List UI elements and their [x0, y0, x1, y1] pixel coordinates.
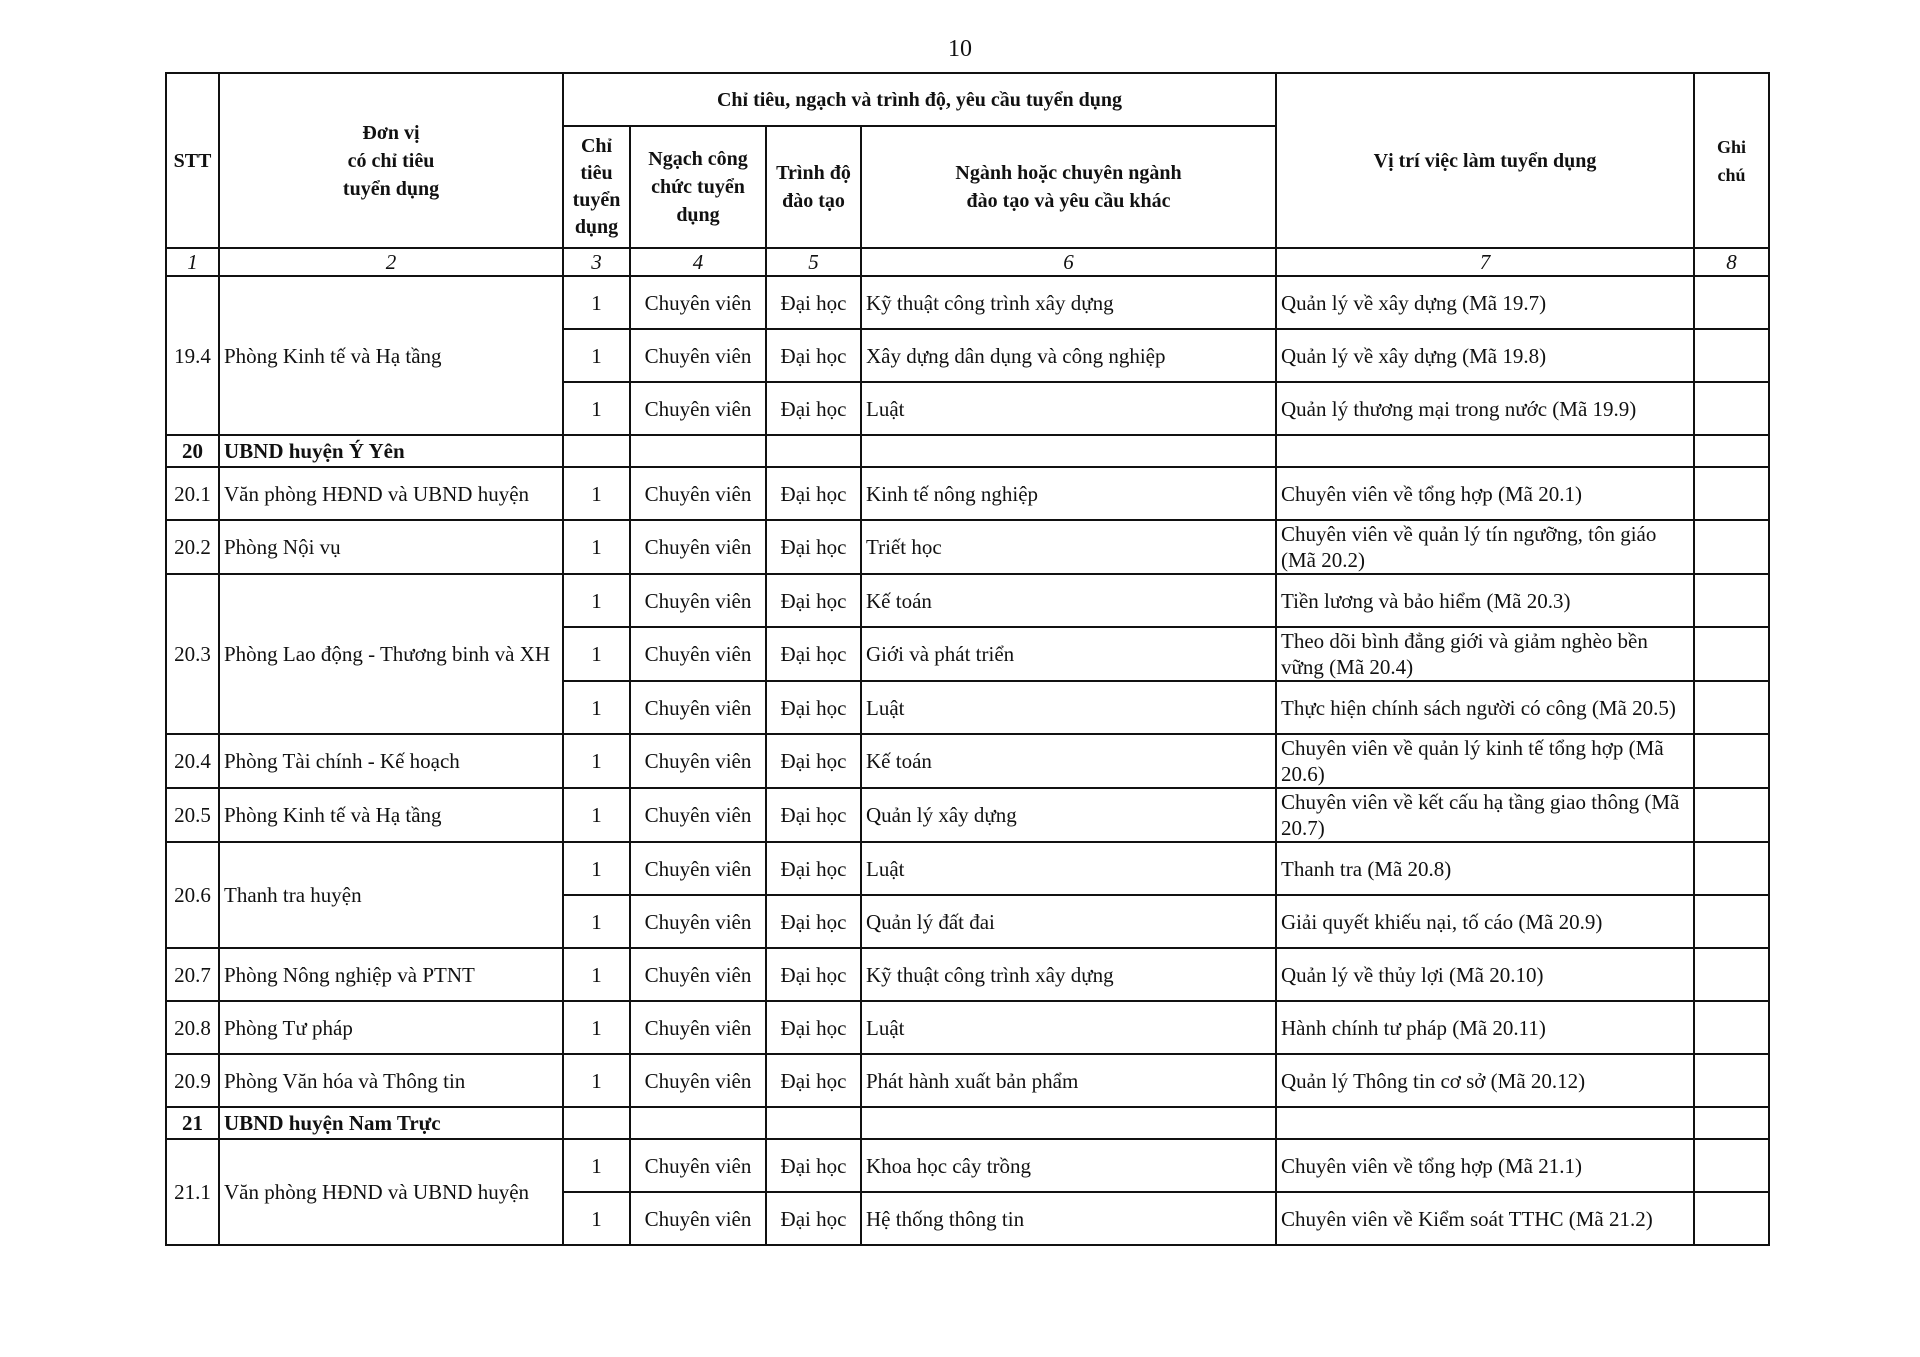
- row-rank: Chuyên viên: [630, 1054, 766, 1107]
- column-number: 6: [861, 248, 1276, 276]
- row-major: Kinh tế nông nghiệp: [861, 467, 1276, 520]
- row-level: Đại học: [766, 1139, 861, 1192]
- header-quota-line: Chỉ: [580, 135, 613, 157]
- row-major: Kỹ thuật công trình xây dựng: [861, 276, 1276, 329]
- row-major: Xây dựng dân dụng và công nghiệp: [861, 329, 1276, 382]
- row-position: Quản lý Thông tin cơ sở (Mã 20.12): [1276, 1054, 1694, 1107]
- column-number-row: [166, 248, 1769, 276]
- row-note: [1694, 382, 1769, 435]
- row-quota: 1: [563, 627, 630, 681]
- row-position: Theo dõi bình đẳng giới và giảm nghèo bền vững (Mã 20.4): [1276, 627, 1694, 681]
- row-position: Chuyên viên về quản lý tín ngưỡng, tôn giáo (Mã 20.2): [1276, 520, 1694, 574]
- table-row: [166, 1001, 1769, 1054]
- header-quota: [563, 126, 630, 248]
- row-major: Quản lý xây dựng: [861, 788, 1276, 842]
- row-note: [1694, 1054, 1769, 1107]
- header-note: [1694, 73, 1769, 248]
- header-rank: [630, 126, 766, 248]
- row-rank: Chuyên viên: [630, 734, 766, 788]
- row-rank: Chuyên viên: [630, 1192, 766, 1245]
- column-number: 1: [166, 248, 219, 276]
- row-level: Đại học: [766, 734, 861, 788]
- row-position: Tiền lương và bảo hiểm (Mã 20.3): [1276, 574, 1694, 627]
- row-quota: 1: [563, 1054, 630, 1107]
- header-position: Vị trí việc làm tuyển dụng: [1276, 73, 1694, 248]
- row-level: Đại học: [766, 627, 861, 681]
- row-unit: Phòng Văn hóa và Thông tin: [219, 1054, 563, 1107]
- row-position: Quản lý về xây dựng (Mã 19.8): [1276, 329, 1694, 382]
- row-position: Chuyên viên về tổng hợp (Mã 21.1): [1276, 1139, 1694, 1192]
- row-quota: 1: [563, 1139, 630, 1192]
- row-quota: 1: [563, 788, 630, 842]
- row-unit: Thanh tra huyện: [219, 842, 563, 948]
- row-rank: Chuyên viên: [630, 627, 766, 681]
- row-position: Thanh tra (Mã 20.8): [1276, 842, 1694, 895]
- header-group: Chỉ tiêu, ngạch và trình độ, yêu cầu tuyển dụng: [563, 73, 1276, 126]
- empty-cell: [766, 1107, 861, 1139]
- row-position: Hành chính tư pháp (Mã 20.11): [1276, 1001, 1694, 1054]
- row-level: Đại học: [766, 382, 861, 435]
- column-number: 5: [766, 248, 861, 276]
- row-note: [1694, 627, 1769, 681]
- row-level: Đại học: [766, 895, 861, 948]
- empty-cell: [861, 1107, 1276, 1139]
- row-note: [1694, 734, 1769, 788]
- row-rank: Chuyên viên: [630, 467, 766, 520]
- row-position: Giải quyết khiếu nại, tố cáo (Mã 20.9): [1276, 895, 1694, 948]
- row-unit: Văn phòng HĐND và UBND huyện: [219, 1139, 563, 1245]
- row-quota: 1: [563, 734, 630, 788]
- table-row: [166, 574, 1769, 627]
- row-unit: Phòng Lao động - Thương binh và XH: [219, 574, 563, 734]
- header-major-line: đào tạo và yêu cầu khác: [966, 190, 1171, 212]
- column-number: 2: [219, 248, 563, 276]
- table-header: [166, 73, 1769, 276]
- row-unit: Phòng Tư pháp: [219, 1001, 563, 1054]
- row-major: Luật: [861, 1001, 1276, 1054]
- row-note: [1694, 276, 1769, 329]
- column-number: 4: [630, 248, 766, 276]
- group-row: [166, 435, 1769, 467]
- row-position: Quản lý về thủy lợi (Mã 20.10): [1276, 948, 1694, 1001]
- row-quota: 1: [563, 276, 630, 329]
- empty-cell: [1694, 435, 1769, 467]
- row-level: Đại học: [766, 681, 861, 734]
- column-number: 3: [563, 248, 630, 276]
- row-major: Kế toán: [861, 734, 1276, 788]
- table-row: [166, 1139, 1769, 1192]
- row-major: Luật: [861, 681, 1276, 734]
- row-rank: Chuyên viên: [630, 842, 766, 895]
- header-level: [766, 126, 861, 248]
- table-row: [166, 1054, 1769, 1107]
- row-level: Đại học: [766, 1192, 861, 1245]
- row-level: Đại học: [766, 520, 861, 574]
- header-quota-line: tuyển: [572, 189, 621, 211]
- header-unit-line: có chỉ tiêu: [347, 149, 435, 172]
- header-unit: [219, 73, 563, 248]
- row-quota: 1: [563, 842, 630, 895]
- group-stt: 21: [166, 1107, 219, 1139]
- row-quota: 1: [563, 382, 630, 435]
- header-level-line: đào tạo: [782, 190, 845, 212]
- row-rank: Chuyên viên: [630, 895, 766, 948]
- row-unit: Phòng Nông nghiệp và PTNT: [219, 948, 563, 1001]
- row-level: Đại học: [766, 1054, 861, 1107]
- row-unit: Văn phòng HĐND và UBND huyện: [219, 467, 563, 520]
- row-note: [1694, 1192, 1769, 1245]
- header-rank-line: chức tuyển: [651, 176, 745, 198]
- group-stt: 20: [166, 435, 219, 467]
- row-rank: Chuyên viên: [630, 1001, 766, 1054]
- empty-cell: [1694, 1107, 1769, 1139]
- row-major: Phát hành xuất bản phẩm: [861, 1054, 1276, 1107]
- row-note: [1694, 329, 1769, 382]
- empty-cell: [630, 435, 766, 467]
- row-rank: Chuyên viên: [630, 329, 766, 382]
- row-stt: 20.7: [166, 948, 219, 1001]
- row-major: Khoa học cây trồng: [861, 1139, 1276, 1192]
- row-unit: Phòng Kinh tế và Hạ tầng: [219, 276, 563, 435]
- row-rank: Chuyên viên: [630, 520, 766, 574]
- empty-cell: [563, 1107, 630, 1139]
- row-level: Đại học: [766, 276, 861, 329]
- row-major: Kỹ thuật công trình xây dựng: [861, 948, 1276, 1001]
- header-note-line: chú: [1717, 164, 1746, 185]
- row-level: Đại học: [766, 329, 861, 382]
- row-unit: Phòng Kinh tế và Hạ tầng: [219, 788, 563, 842]
- row-major: Hệ thống thông tin: [861, 1192, 1276, 1245]
- row-rank: Chuyên viên: [630, 681, 766, 734]
- header-stt: STT: [166, 73, 219, 248]
- table-row: [166, 734, 1769, 788]
- row-stt: 20.4: [166, 734, 219, 788]
- recruitment-table: [165, 72, 1770, 1246]
- row-position: Chuyên viên về kết cấu hạ tầng giao thông (Mã 20.7): [1276, 788, 1694, 842]
- row-note: [1694, 1001, 1769, 1054]
- row-stt: 20.5: [166, 788, 219, 842]
- row-position: Thực hiện chính sách người có công (Mã 20.5): [1276, 681, 1694, 734]
- header-note-line: Ghi: [1717, 136, 1747, 157]
- header-unit-line: Đơn vị: [362, 121, 420, 144]
- row-unit: Phòng Nội vụ: [219, 520, 563, 574]
- row-position: Chuyên viên về quản lý kinh tế tổng hợp (Mã 20.6): [1276, 734, 1694, 788]
- header-major-line: Ngành hoặc chuyên ngành: [955, 162, 1182, 184]
- row-position: Chuyên viên về Kiểm soát TTHC (Mã 21.2): [1276, 1192, 1694, 1245]
- row-quota: 1: [563, 1192, 630, 1245]
- row-note: [1694, 788, 1769, 842]
- header-major: [861, 126, 1276, 248]
- row-major: Kế toán: [861, 574, 1276, 627]
- group-unit: UBND huyện Nam Trực: [219, 1107, 563, 1139]
- row-quota: 1: [563, 948, 630, 1001]
- empty-cell: [1276, 1107, 1694, 1139]
- table-row: [166, 276, 1769, 329]
- row-level: Đại học: [766, 1001, 861, 1054]
- row-unit: Phòng Tài chính - Kế hoạch: [219, 734, 563, 788]
- empty-cell: [861, 435, 1276, 467]
- row-level: Đại học: [766, 574, 861, 627]
- table-row: [166, 520, 1769, 574]
- row-position: Quản lý về xây dựng (Mã 19.7): [1276, 276, 1694, 329]
- header-quota-line: dụng: [574, 216, 619, 238]
- table-body: [166, 276, 1769, 1245]
- row-level: Đại học: [766, 842, 861, 895]
- row-level: Đại học: [766, 948, 861, 1001]
- row-major: Giới và phát triển: [861, 627, 1276, 681]
- table-row: [166, 788, 1769, 842]
- row-major: Quản lý đất đai: [861, 895, 1276, 948]
- row-note: [1694, 1139, 1769, 1192]
- row-rank: Chuyên viên: [630, 276, 766, 329]
- header-rank-line: Ngạch công: [648, 148, 748, 170]
- empty-cell: [563, 435, 630, 467]
- row-note: [1694, 948, 1769, 1001]
- row-rank: Chuyên viên: [630, 948, 766, 1001]
- row-quota: 1: [563, 574, 630, 627]
- page-number: 10: [948, 36, 972, 62]
- row-note: [1694, 520, 1769, 574]
- row-rank: Chuyên viên: [630, 1139, 766, 1192]
- row-stt: 20.9: [166, 1054, 219, 1107]
- row-rank: Chuyên viên: [630, 574, 766, 627]
- row-stt: 20.6: [166, 842, 219, 948]
- group-unit: UBND huyện Ý Yên: [219, 435, 563, 467]
- row-stt: 19.4: [166, 276, 219, 435]
- row-position: Chuyên viên về tổng hợp (Mã 20.1): [1276, 467, 1694, 520]
- header-level-line: Trình độ: [776, 162, 851, 184]
- row-stt: 20.8: [166, 1001, 219, 1054]
- header-unit-line: tuyển dụng: [342, 177, 440, 200]
- table-row: [166, 948, 1769, 1001]
- table-row: [166, 842, 1769, 895]
- row-note: [1694, 681, 1769, 734]
- row-level: Đại học: [766, 467, 861, 520]
- row-quota: 1: [563, 329, 630, 382]
- row-quota: 1: [563, 681, 630, 734]
- row-rank: Chuyên viên: [630, 788, 766, 842]
- header-quota-line: tiêu: [580, 162, 613, 184]
- empty-cell: [630, 1107, 766, 1139]
- row-quota: 1: [563, 1001, 630, 1054]
- row-note: [1694, 467, 1769, 520]
- row-stt: 20.3: [166, 574, 219, 734]
- row-stt: 20.1: [166, 467, 219, 520]
- row-quota: 1: [563, 467, 630, 520]
- row-quota: 1: [563, 520, 630, 574]
- column-number: 8: [1694, 248, 1769, 276]
- empty-cell: [1276, 435, 1694, 467]
- table-row: [166, 467, 1769, 520]
- row-level: Đại học: [766, 788, 861, 842]
- row-major: Luật: [861, 382, 1276, 435]
- row-note: [1694, 574, 1769, 627]
- row-note: [1694, 895, 1769, 948]
- row-stt: 21.1: [166, 1139, 219, 1245]
- column-number: 7: [1276, 248, 1694, 276]
- empty-cell: [766, 435, 861, 467]
- row-position: Quản lý thương mại trong nước (Mã 19.9): [1276, 382, 1694, 435]
- group-row: [166, 1107, 1769, 1139]
- row-note: [1694, 842, 1769, 895]
- row-stt: 20.2: [166, 520, 219, 574]
- row-rank: Chuyên viên: [630, 382, 766, 435]
- row-major: Luật: [861, 842, 1276, 895]
- header-rank-line: dụng: [676, 204, 720, 226]
- row-major: Triết học: [861, 520, 1276, 574]
- row-quota: 1: [563, 895, 630, 948]
